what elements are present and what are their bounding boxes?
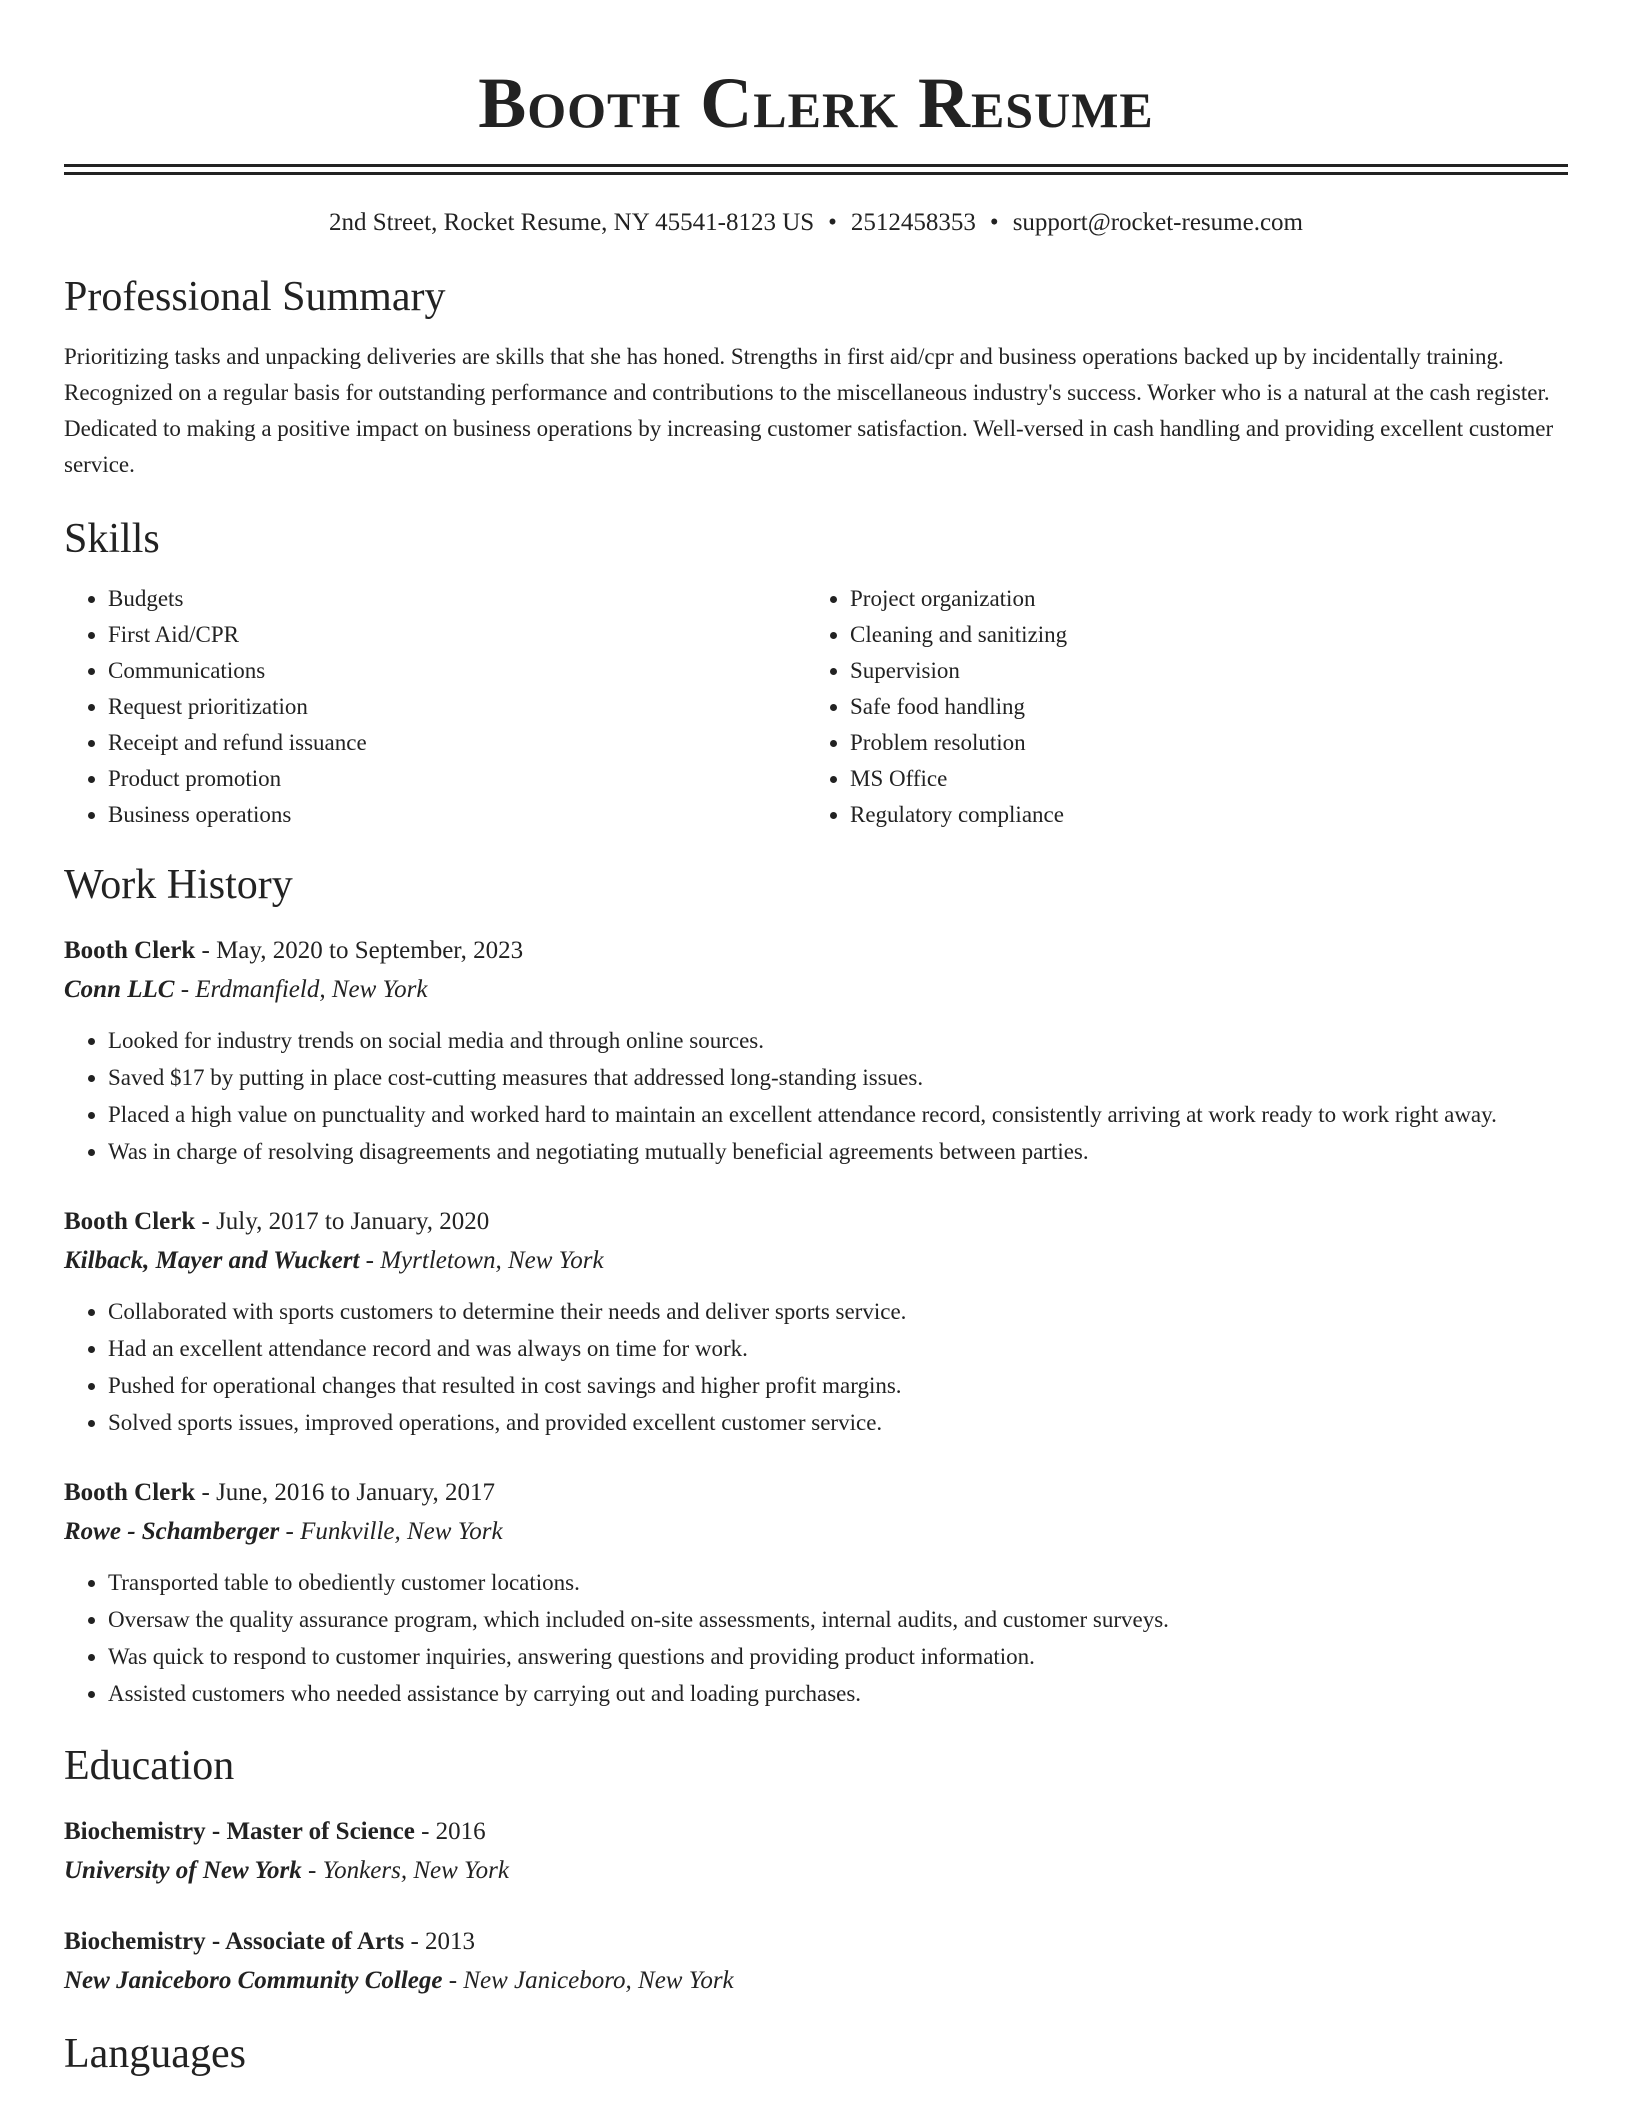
education-degree: Biochemistry - Associate of Arts	[64, 1928, 405, 1955]
skill-item: • Budgets	[108, 581, 806, 617]
contact-separator: •	[828, 209, 837, 236]
education-year: 2016	[435, 1818, 486, 1845]
job-bullet: • Saved $17 by putting in place cost-cutting measures that addressed long-standing issues.	[108, 1060, 1568, 1096]
title-divider-thin	[64, 172, 1568, 175]
job-entry	[64, 1473, 1568, 1712]
job-employer: Conn LLC - Erdmanfield, New York	[64, 976, 428, 1003]
resume-page	[64, 0, 1568, 2080]
job-bullets	[64, 1294, 1568, 1441]
contact-line	[64, 207, 1568, 239]
contact-address: 2nd Street, Rocket Resume, NY 45541-8123 US	[329, 209, 815, 236]
skill-item: • Receipt and refund issuance	[108, 725, 806, 761]
skill-item: • Request prioritization	[108, 689, 806, 725]
job-employer: Rowe - Schamberger - Funkville, New York	[64, 1518, 503, 1545]
education-location: Yonkers, New York	[322, 1857, 509, 1884]
job-location: Funkville, New York	[300, 1518, 503, 1545]
summary-text: Prioritizing tasks and unpacking deliveries are skills that she has honed. Strengths in first aid/cpr and business operations backed up by incidentally training. Recognized on a regular basis for outstanding performance and contributions to the miscellaneous industry's success. Worker who is a natural at the cash register. Dedicated to making a positive impact on business operations by increasing customer satisfaction. Well-versed in cash handling and providing excellent customer service.	[64, 344, 1554, 477]
skill-item: • Problem resolution	[850, 725, 1548, 761]
skill-item: • MS Office	[850, 761, 1548, 797]
job-dates: May, 2020 to September, 2023	[216, 937, 524, 964]
education-institution: University of New York - Yonkers, New York	[64, 1857, 509, 1884]
skill-item: • Safe food handling	[850, 689, 1548, 725]
job-header: Booth Clerk - July, 2017 to January, 2020	[64, 1208, 490, 1235]
job-dates: July, 2017 to January, 2020	[216, 1208, 490, 1235]
contact-separator: •	[989, 209, 999, 236]
skill-item: • Cleaning and sanitizing	[850, 617, 1548, 653]
job-location: Erdmanfield, New York	[195, 976, 428, 1003]
job-company: Kilback, Mayer and Wuckert	[64, 1247, 360, 1274]
education-institution: New Janiceboro Community College - New Janiceboro, New York	[64, 1967, 734, 1994]
title-divider	[64, 164, 1568, 167]
skill-item: • Regulatory compliance	[850, 797, 1548, 833]
job-bullets	[64, 1565, 1568, 1712]
job-header: Booth Clerk - May, 2020 to September, 2023	[64, 937, 524, 964]
job-bullet: • Placed a high value on punctuality and worked hard to maintain an excellent attendance record, consistently arriving at work ready to work right away.	[108, 1097, 1568, 1133]
work-history-heading: Work History	[64, 862, 293, 908]
education-entry	[64, 1922, 1568, 2000]
skill-item: • Product promotion	[108, 761, 806, 797]
education-header: Biochemistry - Master of Science - 2016	[64, 1818, 486, 1845]
job-location: Myrtletown, New York	[380, 1247, 604, 1274]
job-title: Booth Clerk	[64, 937, 196, 964]
job-title: Booth Clerk	[64, 1479, 196, 1506]
job-bullets	[64, 1023, 1568, 1170]
job-bullet: • Transported table to obediently customer locations.	[108, 1565, 1568, 1601]
skill-item: • Communications	[108, 653, 806, 689]
education-header: Biochemistry - Associate of Arts - 2013	[64, 1928, 476, 1955]
skill-item: • Business operations	[108, 797, 806, 833]
job-bullet: • Was quick to respond to customer inquiries, answering questions and providing product information.	[108, 1639, 1568, 1675]
skills-list	[64, 581, 1568, 833]
job-company: Conn LLC	[64, 976, 175, 1003]
skills-column-left	[64, 581, 806, 833]
education-entry	[64, 1812, 1568, 1890]
job-title: Booth Clerk	[64, 1208, 196, 1235]
contact-email: support@rocket-resume.com	[1012, 209, 1303, 236]
skills-column-right	[806, 581, 1548, 833]
resume-title: Booth Clerk Resume	[478, 63, 1154, 143]
education-degree: Biochemistry - Master of Science	[64, 1818, 415, 1845]
skill-item: • Project organization	[850, 581, 1548, 617]
job-company: Rowe - Schamberger	[64, 1518, 280, 1545]
job-bullet: • Pushed for operational changes that resulted in cost savings and higher profit margins.	[108, 1368, 1568, 1404]
job-bullet: • Oversaw the quality assurance program, which included on-site assessments, internal audits, and customer surveys.	[108, 1602, 1568, 1638]
job-bullet: • Looked for industry trends on social media and through online sources.	[108, 1023, 1568, 1059]
job-entry	[64, 1202, 1568, 1441]
job-bullet: • Assisted customers who needed assistance by carrying out and loading purchases.	[108, 1676, 1568, 1712]
languages-heading: Languages	[64, 2031, 246, 2077]
job-bullet: • Solved sports issues, improved operations, and provided excellent customer service.	[108, 1405, 1568, 1441]
education-school: New Janiceboro Community College	[64, 1967, 443, 1994]
job-dates: June, 2016 to January, 2017	[216, 1479, 495, 1506]
job-employer: Kilback, Mayer and Wuckert - Myrtletown, New York	[64, 1247, 604, 1274]
education-year: 2013	[425, 1928, 476, 1955]
education-location: New Janiceboro, New York	[463, 1967, 734, 1994]
job-header: Booth Clerk - June, 2016 to January, 2017	[64, 1479, 495, 1506]
education-school: University of New York	[64, 1857, 302, 1884]
skill-item: • Supervision	[850, 653, 1548, 689]
job-bullet: • Collaborated with sports customers to determine their needs and deliver sports service.	[108, 1294, 1568, 1330]
skill-item: • First Aid/CPR	[108, 617, 806, 653]
summary-heading: Professional Summary	[64, 274, 446, 320]
education-heading: Education	[64, 1743, 235, 1789]
job-entry	[64, 931, 1568, 1170]
job-bullet: • Was in charge of resolving disagreements and negotiating mutually beneficial agreements between parties.	[108, 1134, 1568, 1170]
skills-heading: Skills	[64, 516, 160, 562]
job-bullet: • Had an excellent attendance record and was always on time for work.	[108, 1331, 1568, 1367]
contact-phone: 2512458353	[850, 209, 976, 236]
